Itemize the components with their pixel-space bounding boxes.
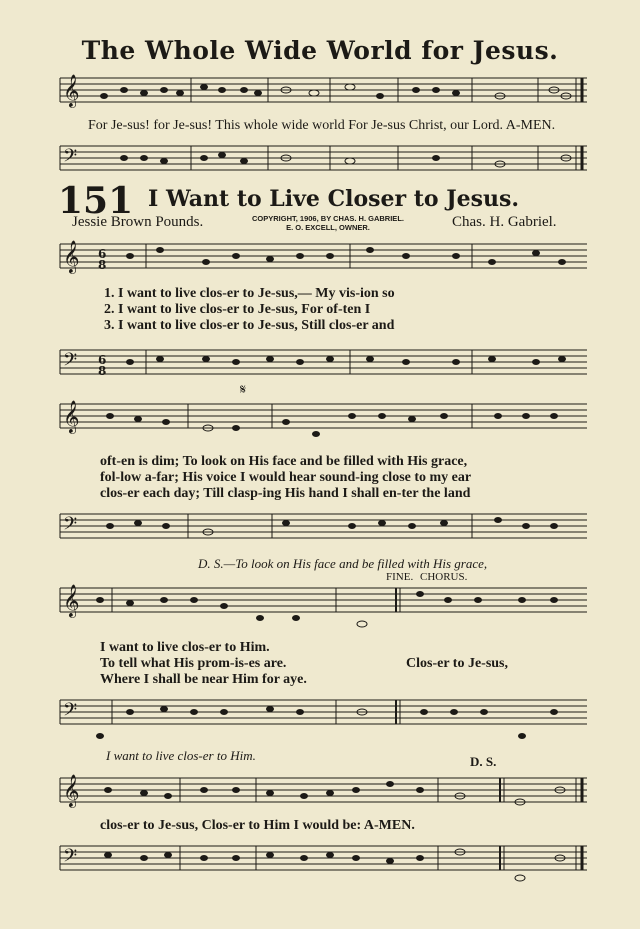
system3-verse2: To tell what His prom-is-es are. (100, 656, 287, 671)
svg-text:𝄢: 𝄢 (63, 846, 78, 871)
system3-chorus-lyric: Clos-er to Je-sus, (406, 656, 509, 671)
system1-verse1: 1. I want to live clos-er to Je-sus,— My vis-ion so (104, 286, 395, 301)
ds-line: D. S.—To look on His face and be filled with His grace, (198, 556, 488, 571)
svg-text:𝄢: 𝄢 (63, 514, 78, 539)
system3-treble-staff (60, 580, 587, 620)
prev-hymn-title: The Whole Wide World for Jesus. (81, 36, 559, 65)
system2-bass-staff (60, 506, 587, 546)
system1-verse3: 3. I want to live clos-er to Je-sus, Still clos-er and (104, 318, 395, 333)
system3-verse1: I want to live clos-er to Him. (100, 640, 270, 655)
copyright-line1: COPYRIGHT, 1906, BY CHAS. H. GABRIEL. (252, 214, 404, 223)
copyright (228, 214, 428, 232)
svg-text:𝄞: 𝄞 (63, 400, 80, 433)
copyright-line2: E. O. EXCELL, OWNER. (286, 223, 370, 232)
svg-text:8: 8 (98, 258, 107, 272)
svg-text:𝄞: 𝄞 (63, 74, 80, 107)
system2-verse3: clos-er each day; Till clasp-ing His hand I shall en-ter the land (100, 486, 471, 501)
system1-treble-staff (60, 236, 587, 276)
prev-treble-staff (60, 70, 587, 110)
svg-text:𝄢: 𝄢 (63, 700, 78, 725)
system4-lyric: clos-er to Je-sus, Clos-er to Him I would be: A-MEN. (100, 818, 415, 833)
svg-text:𝄞: 𝄞 (63, 584, 80, 617)
system4-bass-staff (60, 838, 587, 878)
system3-bass-staff (60, 692, 587, 732)
system2-treble-staff (60, 382, 587, 436)
composer: Chas. H. Gabriel. (452, 214, 557, 230)
prev-bass-staff (60, 138, 587, 178)
system4-treble-staff (60, 770, 587, 810)
svg-text:6: 6 (98, 353, 107, 367)
svg-text:𝄢: 𝄢 (63, 146, 78, 171)
ds-mark: D. S. (470, 754, 497, 769)
hymn-title: I Want to Live Closer to Jesus. (148, 186, 520, 212)
hymn-number: 151 (58, 180, 134, 222)
system1-bass-staff (60, 342, 587, 382)
system3-verse3: Where I shall be near Him for aye. (100, 672, 307, 687)
system2-verse2: fol-low a-far; His voice I would hear sound-ing close to my ear (100, 470, 472, 485)
fine-mark: FINE. (386, 571, 414, 583)
svg-text:𝄢: 𝄢 (63, 350, 78, 375)
system1-verse2: 2. I want to live clos-er to Je-sus, For of-ten I (104, 302, 371, 317)
svg-text:8: 8 (98, 364, 107, 378)
svg-text:𝄋: 𝄋 (240, 382, 247, 398)
prev-hymn-lyric: For Je-sus! for Je-sus! This whole wide world For Je-sus Christ, our Lord. A-MEN. (88, 118, 556, 133)
chorus-mark: CHORUS. (420, 571, 468, 583)
svg-text:6: 6 (98, 247, 107, 261)
svg-text:𝄞: 𝄞 (63, 774, 80, 807)
system3-bass-echo: I want to live clos-er to Him. (106, 748, 256, 763)
author: Jessie Brown Pounds. (72, 214, 204, 230)
system2-verse1: oft-en is dim; To look on His face and be filled with His grace, (100, 454, 468, 469)
svg-text:𝄞: 𝄞 (63, 240, 80, 273)
